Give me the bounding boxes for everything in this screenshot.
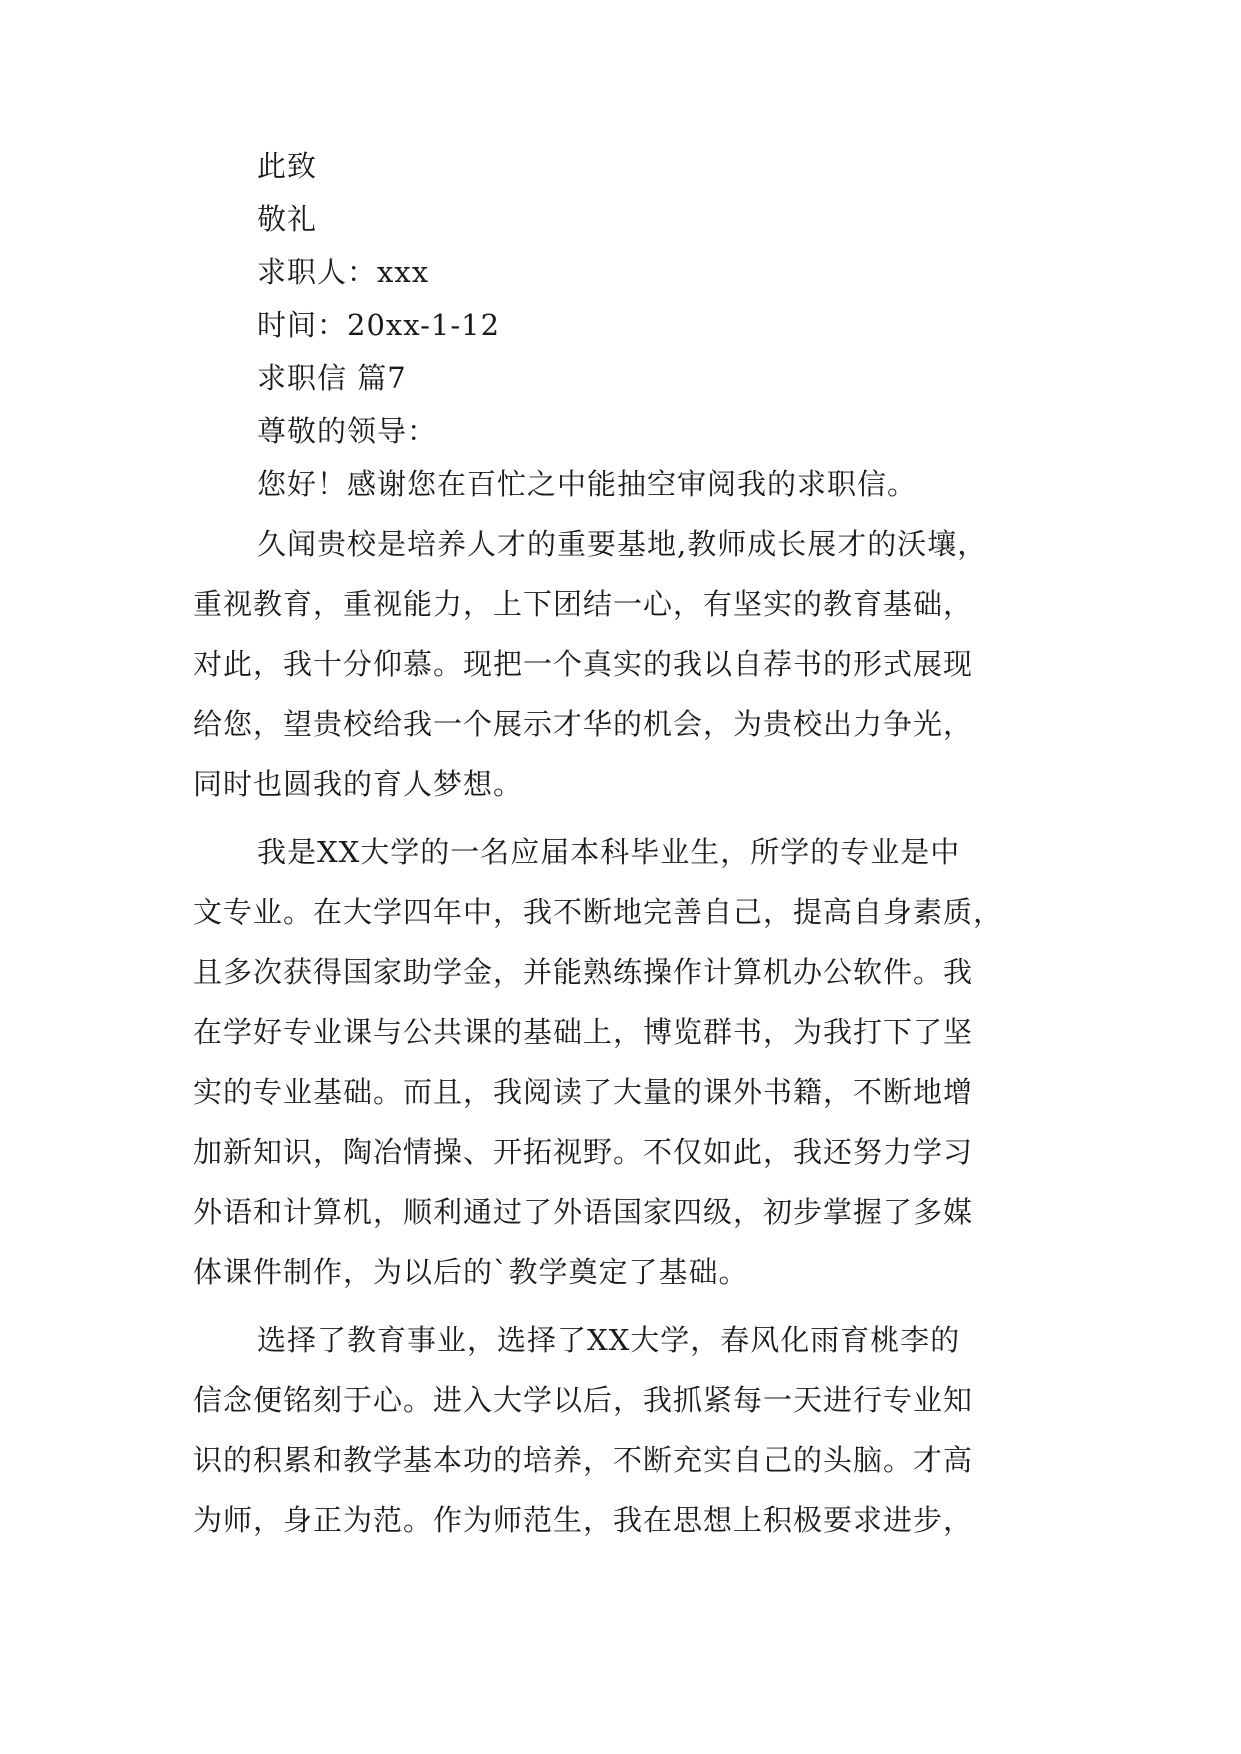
paragraph-line: 识的积累和教学基本功的培养，不断充实自己的头脑。才高	[193, 1443, 974, 1477]
closing-line-2: 敬礼	[257, 202, 318, 236]
paragraph-line: 久闻贵校是培养人才的重要基地,教师成长展才的沃壤，	[257, 527, 988, 561]
paragraph-line: 选择了教育事业，选择了XX大学，春风化雨育桃李的	[257, 1323, 961, 1357]
section-title: 求职信 篇7	[257, 361, 407, 395]
closing-line-1: 此致	[257, 149, 318, 183]
paragraph-line: 外语和计算机，顺利通过了外语国家四级，初步掌握了多媒	[193, 1195, 974, 1229]
salutation: 尊敬的领导：	[257, 414, 438, 448]
date-line: 时间：20xx-1-12	[257, 308, 501, 342]
paragraph-line: 在学好专业课与公共课的基础上，博览群书，为我打下了坚	[193, 1015, 974, 1049]
paragraph-line: 我是XX大学的一名应届本科毕业生，所学的专业是中	[257, 835, 961, 869]
applicant-line: 求职人：xxx	[257, 255, 430, 289]
paragraph-line: 给您，望贵校给我一个展示才华的机会，为贵校出力争光，	[193, 707, 974, 741]
paragraph-line: 体课件制作，为以后的`教学奠定了基础。	[193, 1255, 749, 1289]
paragraph-line: 实的专业基础。而且，我阅读了大量的课外书籍，不断地增	[193, 1075, 974, 1109]
paragraph-line: 为师，身正为范。作为师范生，我在思想上积极要求进步，	[193, 1503, 974, 1537]
paragraph-line: 同时也圆我的育人梦想。	[193, 767, 524, 801]
paragraph-line: 文专业。在大学四年中，我不断地完善自己，提高自身素质，	[193, 895, 1004, 929]
paragraph-line: 信念便铭刻于心。进入大学以后，我抓紧每一天进行专业知	[193, 1383, 974, 1417]
paragraph-line: 重视教育，重视能力，上下团结一心，有坚实的教育基础，	[193, 587, 974, 621]
greeting: 您好！感谢您在百忙之中能抽空审阅我的求职信。	[257, 467, 918, 501]
paragraph-line: 对此，我十分仰慕。现把一个真实的我以自荐书的形式展现	[193, 647, 974, 681]
paragraph-line: 且多次获得国家助学金，并能熟练操作计算机办公软件。我	[193, 955, 974, 989]
paragraph-line: 加新知识，陶冶情操、开拓视野。不仅如此，我还努力学习	[193, 1135, 974, 1169]
